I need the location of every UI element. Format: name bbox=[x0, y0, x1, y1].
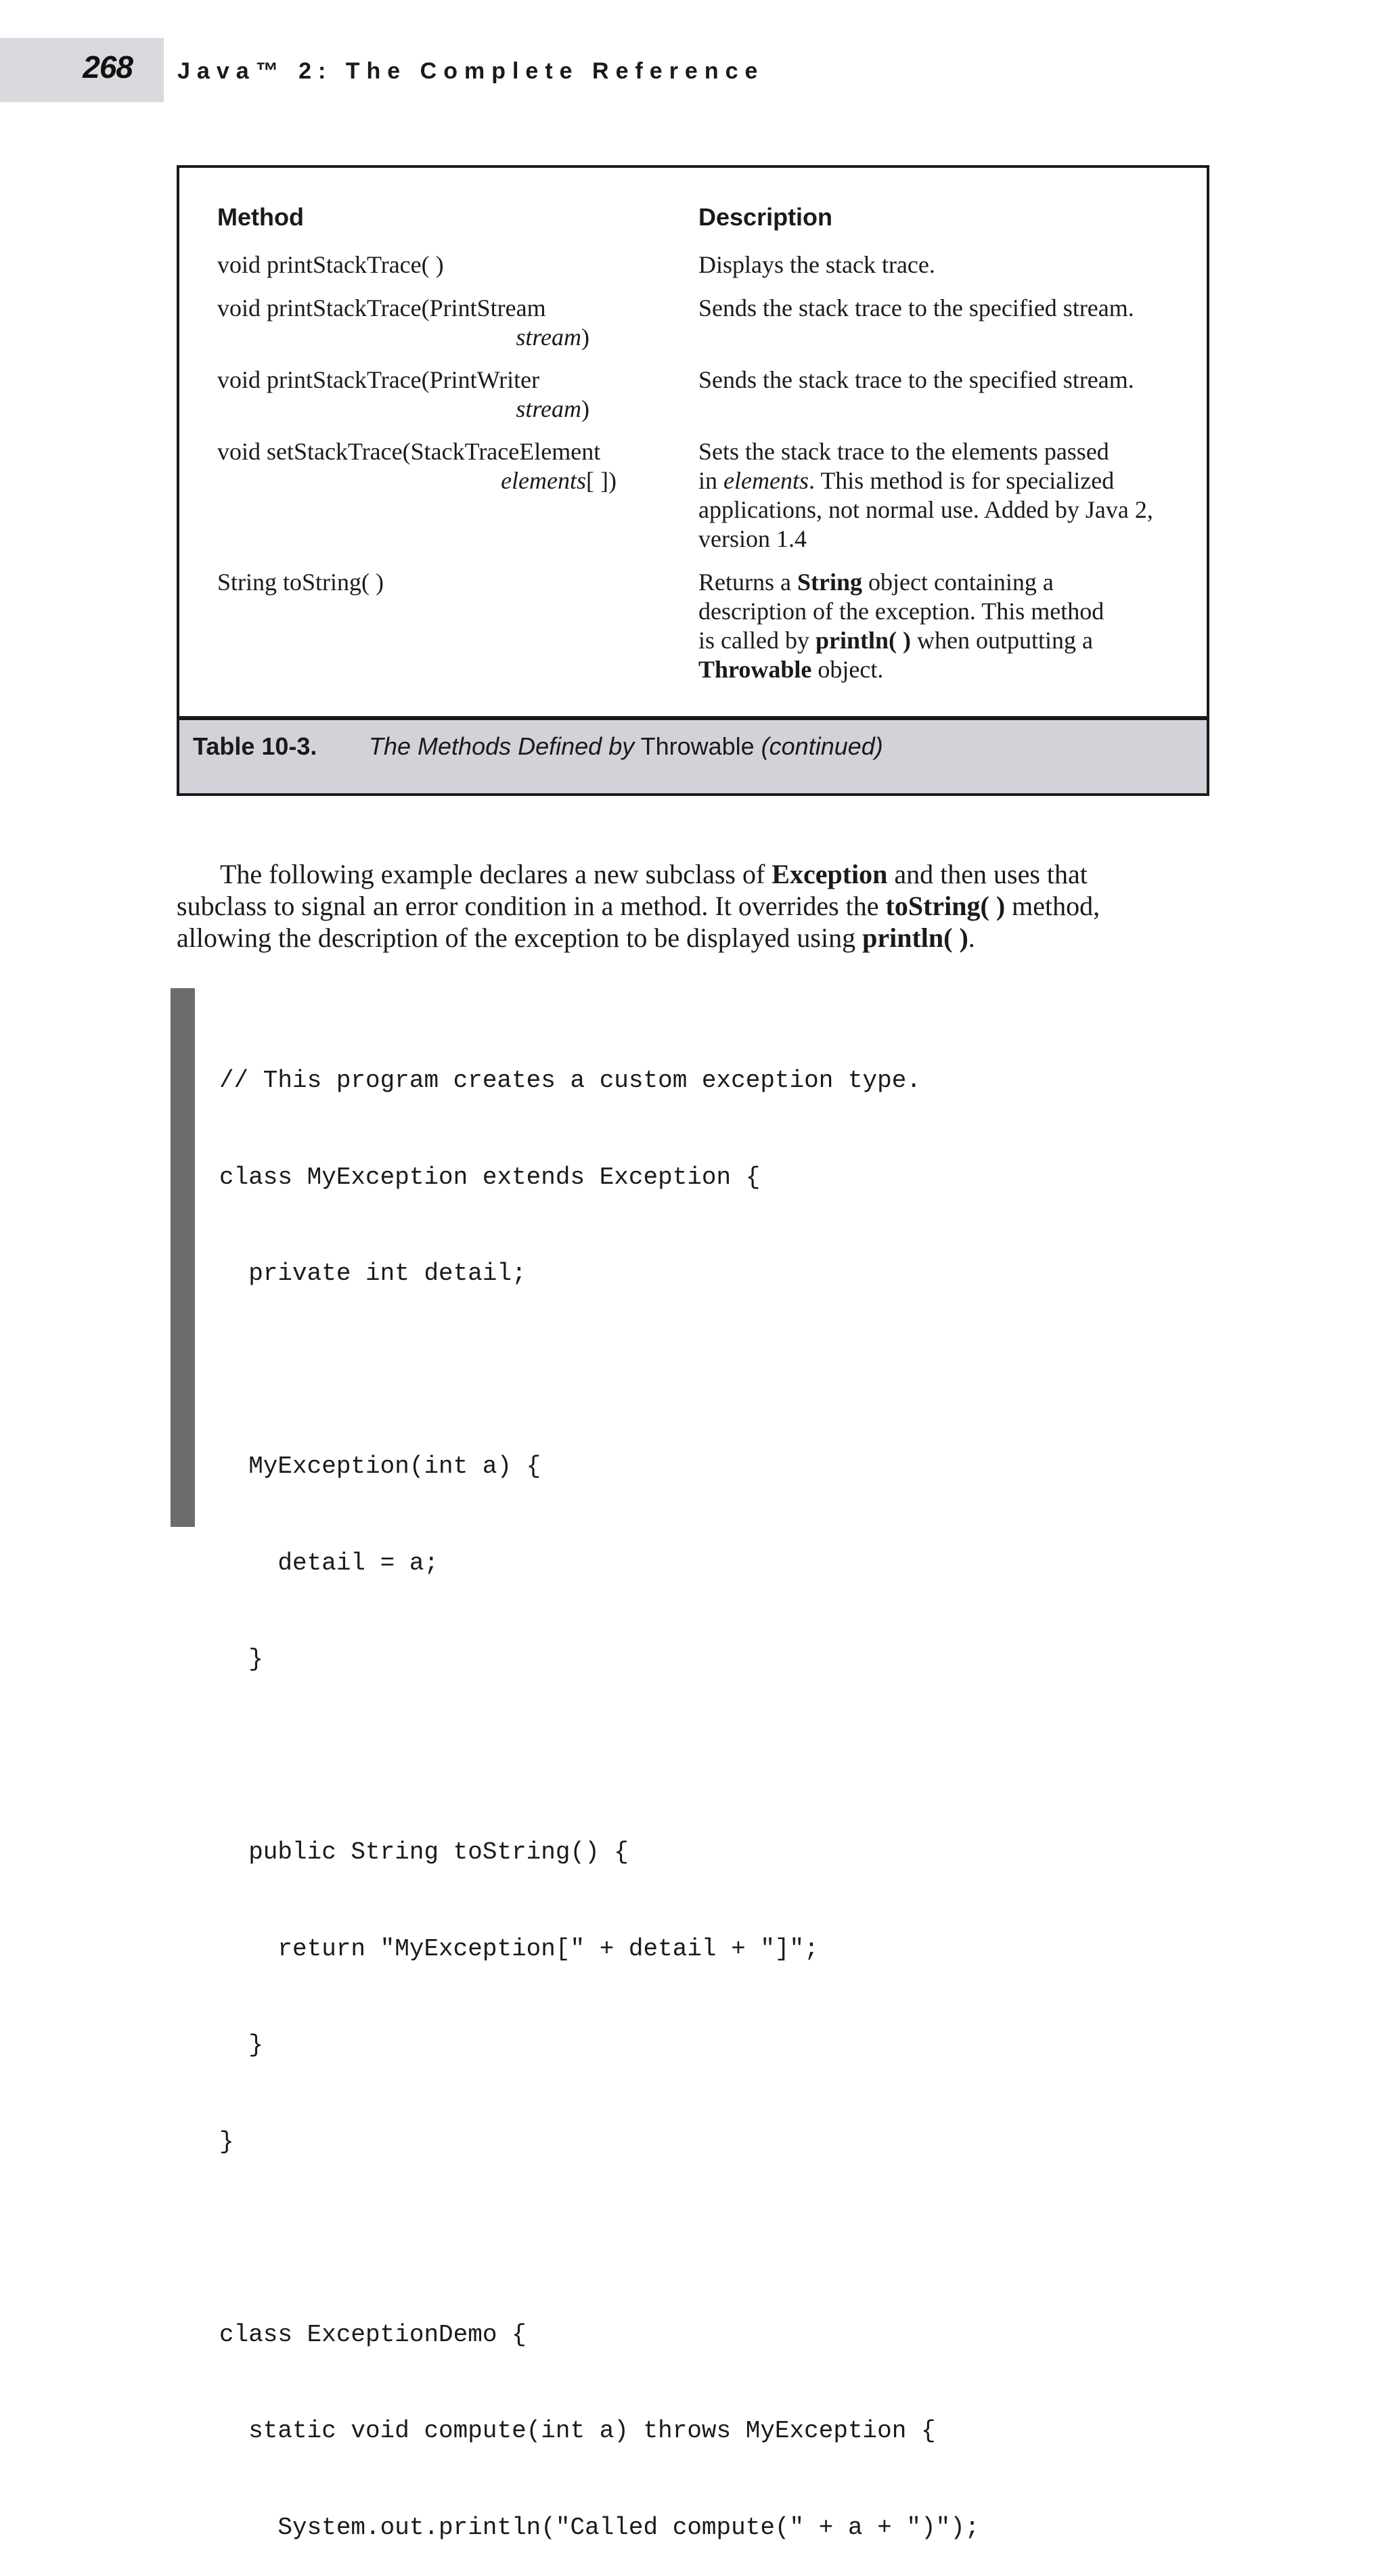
description-line: version 1.4 bbox=[698, 525, 807, 552]
description-line bbox=[698, 466, 1179, 495]
description-text: Sends the stack trace to the specified stream. bbox=[698, 294, 1134, 321]
table-caption-label: Table 10-3. bbox=[193, 732, 317, 760]
method-signature: void printStackTrace(PrintStream bbox=[217, 294, 546, 321]
code-line: static void compute(int a) throws MyException { bbox=[219, 2417, 936, 2445]
caption-italic-text: (continued) bbox=[761, 732, 883, 760]
code-block-bar bbox=[171, 988, 195, 1527]
code-line: MyException(int a) { bbox=[219, 1452, 541, 1480]
column-header-method: Method bbox=[217, 203, 304, 231]
text-run: when outputting a bbox=[910, 627, 1093, 654]
parameter-name: stream bbox=[516, 395, 581, 422]
method-signature: void printStackTrace( ) bbox=[217, 251, 444, 278]
page-number: 268 bbox=[83, 49, 133, 85]
table-caption bbox=[179, 716, 1207, 793]
bold-term: Throwable bbox=[698, 656, 812, 683]
caption-italic-text: The Methods Defined by bbox=[369, 732, 635, 760]
code-line bbox=[219, 1354, 979, 1387]
page-number-box bbox=[0, 38, 164, 102]
description-line: description of the exception. This method bbox=[698, 598, 1104, 625]
text-run: . This method is for specialized bbox=[808, 467, 1115, 494]
description-text: Displays the stack trace. bbox=[698, 251, 935, 278]
method-signature: void printStackTrace(PrintWriter bbox=[217, 366, 540, 393]
code-line: return "MyException[" + detail + "]"; bbox=[219, 1934, 819, 1963]
description-line bbox=[698, 568, 1179, 597]
bold-term: String bbox=[797, 569, 862, 596]
code-line: } bbox=[219, 1645, 263, 1673]
code-line bbox=[219, 2222, 979, 2255]
description-line: Sets the stack trace to the elements passed bbox=[698, 438, 1109, 465]
text-run: . bbox=[968, 923, 975, 953]
method-cell bbox=[217, 437, 657, 495]
text-run: object. bbox=[811, 656, 884, 683]
method-cell bbox=[217, 568, 657, 597]
method-cell bbox=[217, 250, 657, 280]
text-run: allowing the description of the exception to be displayed using bbox=[177, 923, 863, 953]
text-run: Returns a bbox=[698, 569, 797, 596]
description-cell bbox=[698, 250, 1179, 280]
description-cell bbox=[698, 294, 1179, 323]
method-parameter-line bbox=[217, 395, 589, 424]
parameter-name: elements bbox=[501, 467, 587, 494]
paragraph-line bbox=[177, 922, 1232, 954]
description-cell bbox=[698, 437, 1179, 554]
body-paragraph bbox=[177, 858, 1232, 954]
italic-term: elements bbox=[723, 467, 809, 494]
bold-term: Exception bbox=[772, 859, 888, 889]
parameter-close: [ ]) bbox=[586, 467, 617, 494]
running-title: Java™ 2: The Complete Reference bbox=[177, 58, 765, 84]
description-text: Sends the stack trace to the specified stream. bbox=[698, 366, 1134, 393]
text-run: and then uses that bbox=[887, 859, 1088, 889]
text-run: in bbox=[698, 467, 724, 494]
bold-term: println( ) bbox=[815, 627, 911, 654]
method-cell bbox=[217, 365, 657, 424]
description-line: applications, not normal use. Added by Java 2, bbox=[698, 496, 1153, 523]
code-line: class MyException extends Exception { bbox=[219, 1163, 761, 1191]
paragraph-line bbox=[177, 858, 1232, 890]
parameter-close: ) bbox=[581, 395, 589, 422]
method-cell bbox=[217, 294, 657, 352]
code-line: public String toString() { bbox=[219, 1838, 629, 1866]
description-line bbox=[698, 655, 1179, 684]
description-line bbox=[698, 626, 1179, 655]
parameter-close: ) bbox=[581, 324, 589, 351]
code-listing bbox=[219, 1000, 979, 2576]
code-line: class ExceptionDemo { bbox=[219, 2320, 527, 2349]
text-run: object containing a bbox=[862, 569, 1054, 596]
column-header-description: Description bbox=[698, 203, 833, 231]
code-line: } bbox=[219, 2031, 263, 2059]
text-run: method, bbox=[1005, 891, 1100, 921]
code-line bbox=[219, 1740, 979, 1773]
method-signature: String toString( ) bbox=[217, 569, 384, 596]
code-line: private int detail; bbox=[219, 1260, 527, 1287]
parameter-name: stream bbox=[516, 324, 581, 351]
paragraph-line bbox=[177, 890, 1232, 922]
description-cell bbox=[698, 365, 1179, 395]
text-run: The following example declares a new subclass of bbox=[220, 859, 772, 889]
method-signature: void setStackTrace(StackTraceElement bbox=[217, 438, 601, 465]
code-line: System.out.println("Called compute(" + a + ")"); bbox=[219, 2513, 980, 2541]
bold-term: println( ) bbox=[862, 923, 968, 953]
bold-term: toString( ) bbox=[885, 891, 1006, 921]
methods-table bbox=[177, 165, 1209, 796]
method-parameter-line bbox=[217, 466, 617, 495]
description-cell bbox=[698, 568, 1179, 684]
text-run: is called by bbox=[698, 627, 815, 654]
method-parameter-line bbox=[217, 323, 589, 352]
code-line: // This program creates a custom exception type. bbox=[219, 1067, 921, 1094]
code-line: } bbox=[219, 2127, 234, 2156]
text-run: subclass to signal an error condition in a method. It overrides the bbox=[177, 891, 886, 921]
table-caption-title bbox=[369, 732, 883, 761]
code-line: detail = a; bbox=[219, 1549, 439, 1577]
caption-class-name: Throwable bbox=[634, 732, 761, 760]
